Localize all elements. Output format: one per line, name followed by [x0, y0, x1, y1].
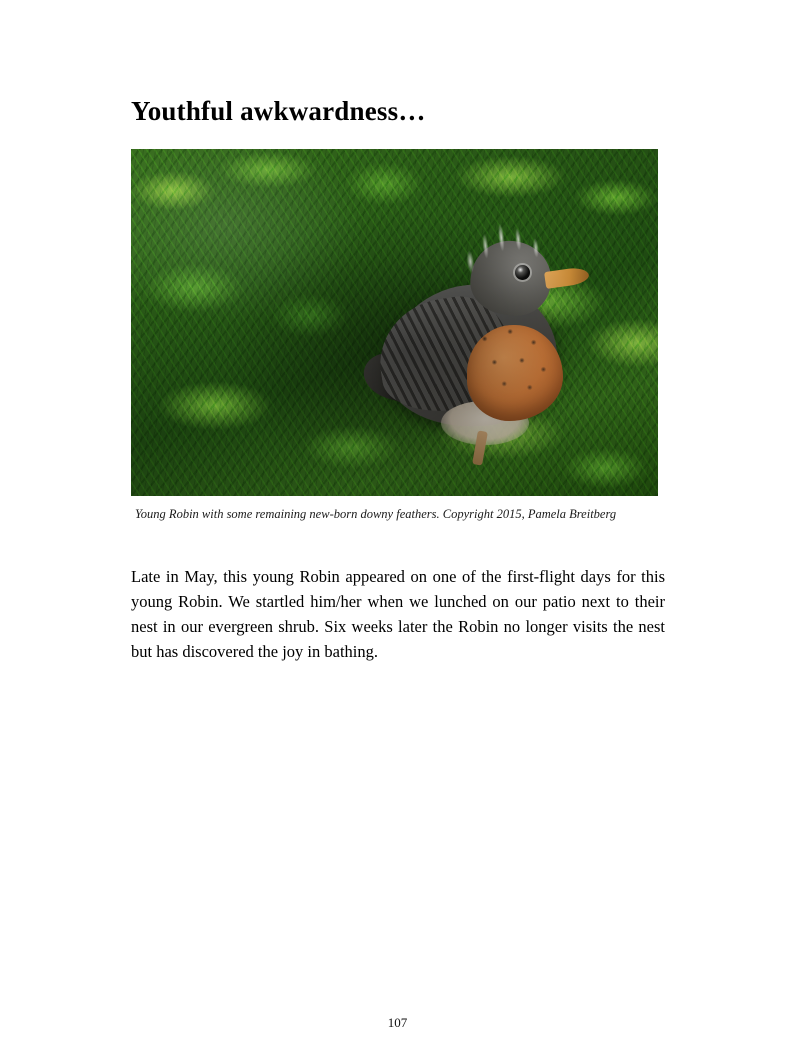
figure-caption: Young Robin with some remaining new-born downy feathers. Copyright 2015, Pamela Breitberg	[135, 507, 617, 521]
page-title: Youthful awkwardness…	[131, 96, 426, 126]
photo-shading-layer	[131, 149, 658, 496]
page-number: 107	[387, 1015, 408, 1030]
body-paragraph: Late in May, this young Robin appeared on one of the first-flight days for this young Robin. We startled him/her when we lunched on our patio next to their nest in our evergreen shrub. Six weeks later the Robin no longer visits the nest but has discovered the joy in bathing.	[131, 567, 665, 661]
figure	[131, 149, 665, 522]
robin-photograph	[131, 149, 658, 496]
page-content	[131, 95, 665, 664]
